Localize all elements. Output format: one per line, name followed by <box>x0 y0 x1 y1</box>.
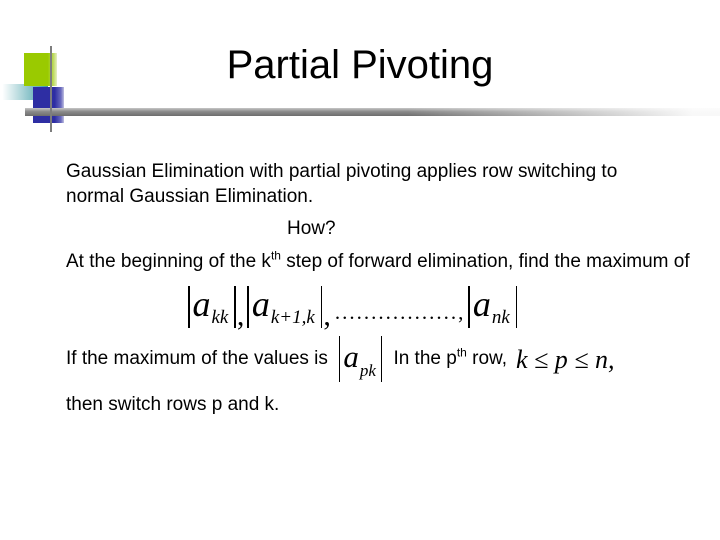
condition-mid-post: row, <box>466 348 507 369</box>
condition-mid-pre: In the p <box>393 348 457 369</box>
pivot-abs-value <box>339 335 383 383</box>
corner-accent-blue-square <box>33 87 64 123</box>
formula-variable: a <box>192 284 211 324</box>
intro-line-2: normal Gaussian Elimination. <box>66 186 314 207</box>
abs-bar <box>516 286 518 328</box>
intro-line-1: Gaussian Elimination with partial pivoting applies row switching to <box>66 161 618 182</box>
step-text-pre: At the beginning of the k <box>66 251 271 272</box>
condition-superscript: th <box>456 345 467 360</box>
intro-paragraph <box>66 159 617 209</box>
pivot-subscript-pk: pk <box>359 360 376 380</box>
abs-bar <box>321 286 323 328</box>
if-condition-line <box>66 334 615 384</box>
formula-ellipsis: ................., <box>334 299 466 324</box>
how-label: How? <box>287 218 336 239</box>
abs-bar <box>381 336 383 382</box>
step-text-post: step of forward elimination, find the maximum of <box>280 251 690 272</box>
formula-variable: a <box>251 284 270 324</box>
formula-subscript-k1k: k+1,k <box>270 306 315 328</box>
pivot-variable: a <box>343 338 359 374</box>
formula-separator: , <box>323 299 331 332</box>
formula-subscript-nk: nk <box>491 306 510 328</box>
title-underline-bar <box>25 108 720 116</box>
formula-separator: , <box>236 299 245 332</box>
step-instruction <box>66 248 690 273</box>
step-superscript: th <box>270 248 281 263</box>
inequality-expression: k ≤ p ≤ n, <box>515 345 615 374</box>
formula-subscript-kk: kk <box>211 306 229 328</box>
abs-bar <box>234 286 236 328</box>
max-formula <box>188 284 517 332</box>
condition-text-pre: If the maximum of the values is <box>66 348 328 369</box>
vertical-accent-line <box>50 46 52 132</box>
corner-accent-green-square <box>24 53 57 86</box>
slide-title: Partial Pivoting <box>226 43 494 87</box>
formula-variable: a <box>472 284 491 324</box>
then-instruction: then switch rows p and k. <box>66 394 280 415</box>
condition-text-mid <box>393 345 507 370</box>
